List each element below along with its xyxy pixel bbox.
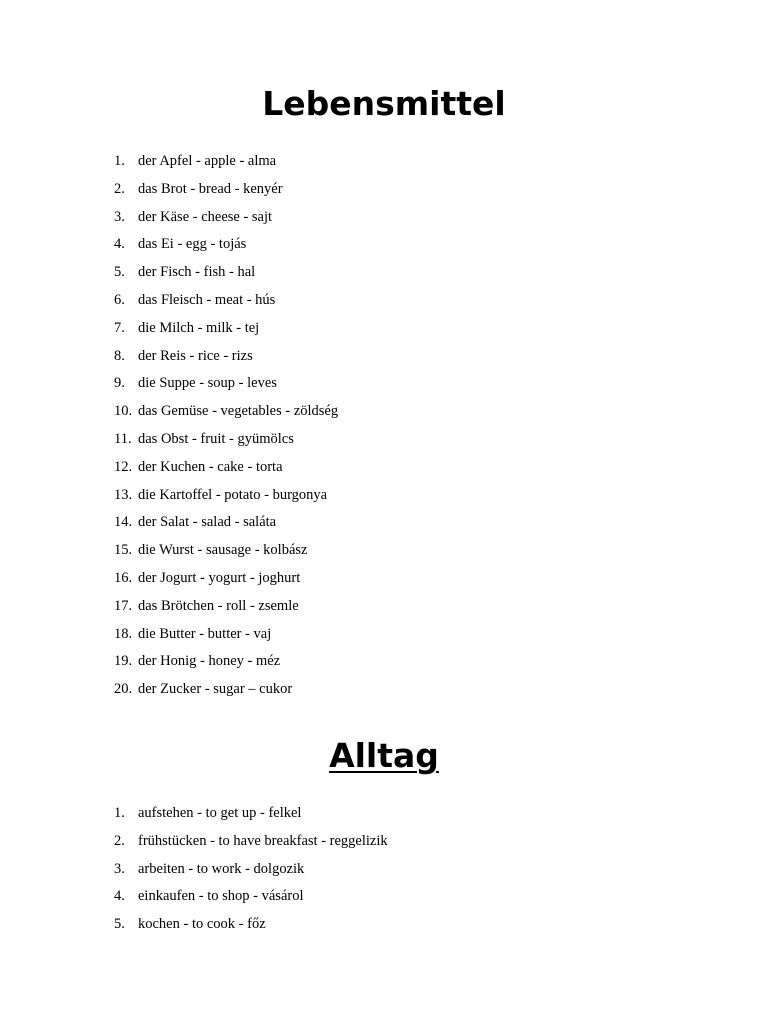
list-item-number: 11. [114, 430, 132, 447]
list-item-number: 4. [114, 888, 125, 905]
list-item [114, 596, 338, 624]
list-item-number: 20. [114, 681, 133, 698]
list-item-text: arbeiten - to work - dolgozik [138, 860, 305, 877]
list-item [114, 540, 338, 568]
list-item-text: der Kuchen - cake - torta [138, 458, 283, 475]
list-item-number: 13. [114, 486, 133, 503]
list-item [114, 318, 338, 346]
list-item [114, 803, 388, 831]
list-item-number: 9. [114, 375, 125, 392]
list-item [114, 262, 338, 290]
list-item-text: frühstücken - to have breakfast - reggelizik [138, 832, 388, 849]
list-item-number: 19. [114, 653, 133, 670]
list-item-number: 3. [114, 208, 125, 225]
list-item-text: der Salat - salad - saláta [138, 514, 277, 531]
list-item-number: 15. [114, 542, 133, 559]
list-item-text: der Honig - honey - méz [138, 653, 281, 670]
list-item [114, 651, 338, 679]
vocab-list-alltag [114, 803, 388, 942]
list-item [114, 568, 338, 596]
list-item-text: aufstehen - to get up - felkel [138, 805, 302, 821]
list-item-text: die Kartoffel - potato - burgonya [138, 486, 328, 503]
list-item [114, 151, 338, 179]
section-title-alltag: Alltag [329, 736, 439, 775]
list-item-number: 3. [114, 860, 125, 877]
list-item-text: das Brot - bread - kenyér [138, 180, 283, 197]
list-item-number: 12. [114, 458, 133, 475]
list-item [114, 886, 388, 914]
list-item-text: das Gemüse - vegetables - zöldség [138, 403, 339, 420]
list-item-number: 14. [114, 514, 133, 531]
list-item-text: kochen - to cook - főz [138, 916, 266, 933]
list-item [114, 624, 338, 652]
list-item-text: die Butter - butter - vaj [138, 625, 272, 642]
list-item [114, 234, 338, 262]
list-item-text: das Brötchen - roll - zsemle [138, 597, 299, 614]
list-item-number: 4. [114, 236, 125, 253]
list-item [114, 346, 338, 374]
list-item [114, 457, 338, 485]
list-item [114, 207, 338, 235]
list-item-number: 1. [114, 805, 125, 821]
list-item-number: 7. [114, 319, 125, 336]
list-item [114, 914, 388, 942]
list-item-text: das Fleisch - meat - hús [138, 291, 276, 308]
list-item-number: 10. [114, 403, 133, 420]
list-item-text: die Milch - milk - tej [138, 319, 260, 336]
list-item [114, 831, 388, 859]
list-item [114, 290, 338, 318]
list-item-text: die Suppe - soup - leves [138, 375, 277, 392]
list-item-number: 2. [114, 180, 125, 197]
list-item-text: das Ei - egg - tojás [138, 236, 247, 253]
list-item-text: der Fisch - fish - hal [138, 264, 256, 281]
list-item-number: 18. [114, 625, 133, 642]
list-item [114, 679, 338, 707]
list-item-text: der Zucker - sugar – cukor [138, 681, 293, 698]
list-item-number: 5. [114, 916, 125, 933]
list-item-text: einkaufen - to shop - vásárol [138, 888, 304, 905]
list-item-number: 17. [114, 597, 133, 614]
section-title-lebensmittel: Lebensmittel [262, 84, 506, 123]
list-item-text: der Reis - rice - rizs [138, 347, 253, 364]
vocab-list-lebensmittel [114, 151, 338, 707]
list-item-number: 6. [114, 291, 125, 308]
list-item-text: der Jogurt - yogurt - joghurt [138, 569, 301, 586]
list-item [114, 485, 338, 513]
list-item-text: die Wurst - sausage - kolbász [138, 542, 308, 559]
list-item-text: der Apfel - apple - alma [138, 153, 277, 169]
list-item-number: 5. [114, 264, 125, 281]
list-item [114, 373, 338, 401]
list-item-number: 8. [114, 347, 125, 364]
list-item-number: 1. [114, 153, 125, 169]
list-item [114, 429, 338, 457]
list-item-text: das Obst - fruit - gyümölcs [138, 430, 294, 447]
list-item-number: 2. [114, 832, 125, 849]
list-item [114, 859, 388, 887]
list-item [114, 512, 338, 540]
list-item-number: 16. [114, 569, 133, 586]
list-item [114, 179, 338, 207]
list-item-text: der Käse - cheese - sajt [138, 208, 273, 225]
list-item [114, 401, 338, 429]
